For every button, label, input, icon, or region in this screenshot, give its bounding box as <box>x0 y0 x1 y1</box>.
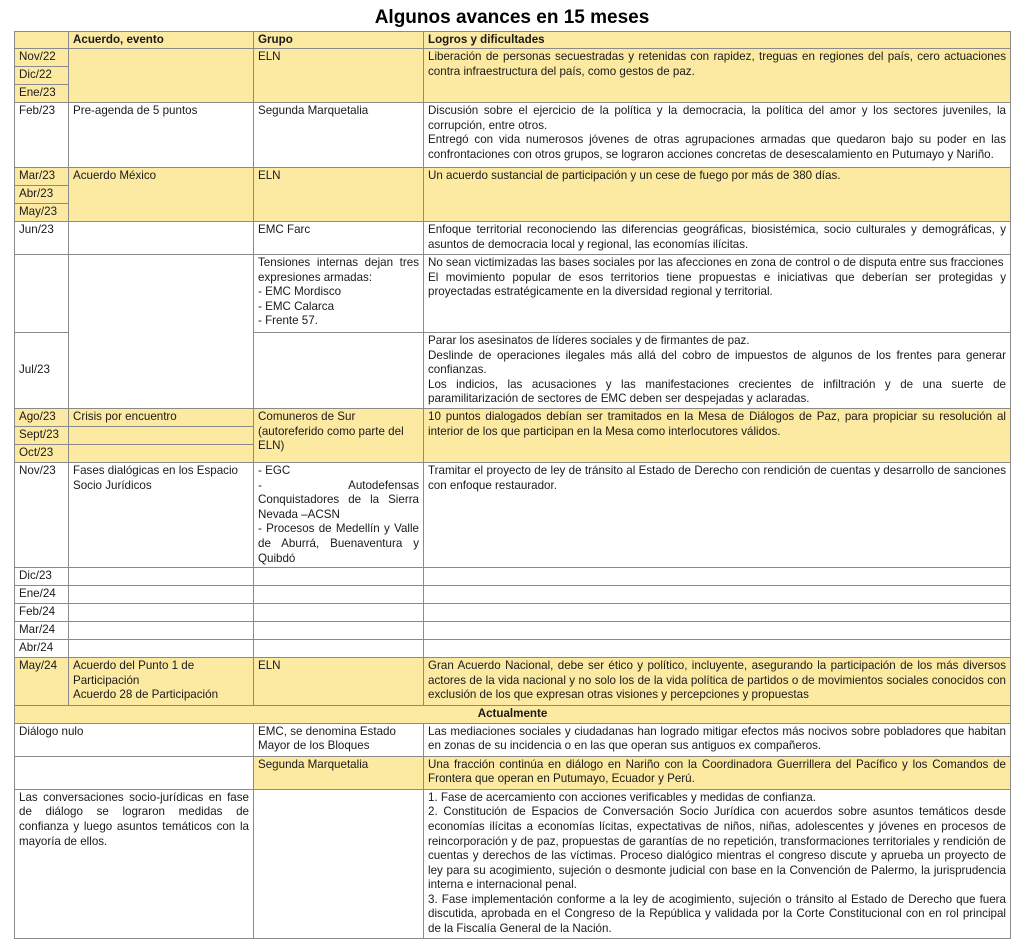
event-cell: Acuerdo del Punto 1 de Participación Acuerdo 28 de Participación <box>69 658 254 706</box>
event-cell <box>69 604 254 622</box>
achievement-cell <box>424 640 1011 658</box>
event-cell <box>69 586 254 604</box>
table-row <box>15 658 1011 706</box>
header-achievements: Logros y dificultades <box>424 32 1011 49</box>
date-cell: Oct/23 <box>15 444 69 462</box>
achievement-cell <box>424 586 1011 604</box>
achievement-cell <box>424 622 1011 640</box>
group-cell: Segunda Marquetalia <box>254 756 424 789</box>
achievement-cell: Discusión sobre el ejercicio de la política y la democracia, la política del amor y los sectores juveniles, la corrupción, entre otros. Entregó con vida numerosos jóvenes de otras agrupaciones armadas que quedaron bajo su poder en las confrontaciones con otros grupos, se lograron acciones concretas de desescalamiento en Putumayo y Nariño. <box>424 103 1011 168</box>
event-cell <box>69 426 254 444</box>
date-cell: Nov/23 <box>15 462 69 567</box>
table-row <box>15 408 1011 426</box>
event-cell <box>69 444 254 462</box>
event-cell: Acuerdo México <box>69 168 254 222</box>
group-cell <box>254 333 424 409</box>
event-cell <box>69 222 254 255</box>
date-cell: May/24 <box>15 658 69 706</box>
table-row <box>15 586 1011 604</box>
group-cell <box>254 604 424 622</box>
date-cell: Abr/24 <box>15 640 69 658</box>
group-cell: Tensiones internas dejan tres expresiones armadas: - EMC Mordisco - EMC Calarca - Frente 57. <box>254 255 424 333</box>
date-cell: Dic/22 <box>15 67 69 85</box>
advances-table <box>14 31 1011 939</box>
event-cell <box>69 255 254 409</box>
table-row <box>15 723 1011 756</box>
event-cell <box>69 49 254 103</box>
achievement-cell: Enfoque territorial reconociendo las diferencias geográficas, biosistémica, socio culturales y demográficas, y asuntos de democracia local y regional, las economías ilícitas. <box>424 222 1011 255</box>
date-cell: Ene/23 <box>15 85 69 103</box>
table-row <box>15 222 1011 255</box>
achievement-cell <box>424 604 1011 622</box>
date-cell: Ene/24 <box>15 586 69 604</box>
date-cell: Sept/23 <box>15 426 69 444</box>
group-cell: ELN <box>254 49 424 103</box>
table-row <box>15 622 1011 640</box>
group-cell: EMC Farc <box>254 222 424 255</box>
header-date <box>15 32 69 49</box>
table-row <box>15 640 1011 658</box>
date-cell <box>15 255 69 333</box>
achievement-cell: 10 puntos dialogados debían ser tramitados en la Mesa de Diálogos de Paz, para propiciar su resolución al interior de los que participan en la Mesa como interlocutores válidos. <box>424 408 1011 462</box>
achievement-cell: No sean victimizadas las bases sociales por las afecciones en zona de control o de disputa entre sus fracciones El movimiento popular de esos territorios tiene propuestas e iniciativas que deberían ser protegidas y proyectadas estratégicamente en la diversidad regional y territorial. <box>424 255 1011 333</box>
group-cell: ELN <box>254 168 424 222</box>
section-heading: Actualmente <box>15 706 1011 724</box>
achievement-cell: Tramitar el proyecto de ley de tránsito al Estado de Derecho con rendición de cuentas y desarrollo de sanciones con enfoque restaurador. <box>424 462 1011 567</box>
group-cell: ELN <box>254 658 424 706</box>
table-row <box>15 756 1011 789</box>
header-group: Grupo <box>254 32 424 49</box>
table-row <box>15 103 1011 168</box>
group-cell <box>254 568 424 586</box>
page-title: Algunos avances en 15 meses <box>374 7 650 28</box>
date-cell: Ago/23 <box>15 408 69 426</box>
achievement-cell: Las mediaciones sociales y ciudadanas han logrado mitigar efectos más nocivos sobre pobladores que habitan en zonas de su incidencia o en las que operan sus antiguos ex compañeros. <box>424 723 1011 756</box>
event-cell: Las conversaciones socio-jurídicas en fase de diálogo se lograron medidas de confianza y luego asuntos temáticos con la mayoría de ellos. <box>15 789 254 938</box>
group-cell: Comuneros de Sur (autoreferido como parte del ELN) <box>254 408 424 462</box>
event-cell: Pre-agenda de 5 puntos <box>69 103 254 168</box>
date-cell: Feb/24 <box>15 604 69 622</box>
achievement-cell: Parar los asesinatos de líderes sociales y de firmantes de paz. Deslinde de operaciones ilegales más allá del cobro de impuestos de algunos de los frentes para generar confianzas. Los indicios, las acusaciones y las manifestaciones crecientes de infiltración y de una suerte de paramilitarización de sectores de EMC deben ser despejadas y aclaradas. <box>424 333 1011 409</box>
date-cell: Mar/23 <box>15 168 69 186</box>
table-row <box>15 789 1011 938</box>
achievement-cell: 1. Fase de acercamiento con acciones verificables y medidas de confianza. 2. Constitución de Espacios de Conversación Socio Jurídica con acuerdos sobre asuntos temáticos desde economías ilícitas a economías lícitas, expectativas de niños, niñas, adolescentes y jóvenes en procesos de reincorporación y de paz, propuestas de garantías de no repetición, transformaciones territoriales y rendición de cuentas y derechos de las víctimas. Proceso dialógico mientras el congreso discute y aprueba un proyecto de ley para su acogimiento, sujeción o desmonte judicial con base en la Convención de Palermo, la jurisprudencia interna e internacional penal. 3. Fase implementación conforme a la ley de acogimiento, sujeción o tránsito al Estado de Derecho que fuera discutida, aprobada en el Congreso de la República y validada por la Corte Constitucional con en rol principal de la Fiscalía General de la Nación. <box>424 789 1011 938</box>
date-cell: Dic/23 <box>15 568 69 586</box>
date-cell: Jul/23 <box>15 333 69 409</box>
table-row <box>15 255 1011 333</box>
event-cell: Crisis por encuentro <box>69 408 254 426</box>
date-cell: Jun/23 <box>15 222 69 255</box>
group-cell <box>254 789 424 938</box>
date-cell: Mar/24 <box>15 622 69 640</box>
group-cell: EMC, se denomina Estado Mayor de los Bloques <box>254 723 424 756</box>
event-cell <box>69 622 254 640</box>
event-cell <box>15 756 254 789</box>
date-cell: Feb/23 <box>15 103 69 168</box>
table-row <box>15 604 1011 622</box>
achievement-cell <box>424 568 1011 586</box>
date-cell: Nov/22 <box>15 49 69 67</box>
group-cell <box>254 622 424 640</box>
header-event: Acuerdo, evento <box>69 32 254 49</box>
event-cell: Fases dialógicas en los Espacio Socio Jurídicos <box>69 462 254 567</box>
header-row <box>15 32 1011 49</box>
group-cell <box>254 640 424 658</box>
table-row <box>15 49 1011 67</box>
achievement-cell: Una fracción continúa en diálogo en Nariño con la Coordinadora Guerrillera del Pacífico y los Comandos de Frontera que operan en Putumayo, Ecuador y Perú. <box>424 756 1011 789</box>
section-row <box>15 706 1011 724</box>
achievement-cell: Gran Acuerdo Nacional, debe ser ético y político, incluyente, asegurando la participación de los más diversos actores de la vida nacional y no solo los de la vida política de partidos o de movimientos sociales conocidos con exclusión de los que expresan otras visiones y percepciones y propuestas <box>424 658 1011 706</box>
group-cell <box>254 586 424 604</box>
table-row <box>15 568 1011 586</box>
table-row <box>15 462 1011 567</box>
event-cell <box>69 640 254 658</box>
group-cell: - EGC - Autodefensas Conquistadores de la Sierra Nevada –ACSN - Procesos de Medellín y Valle de Aburrá, Buenaventura y Quibdó <box>254 462 424 567</box>
table-row <box>15 168 1011 186</box>
date-cell: Abr/23 <box>15 186 69 204</box>
date-cell: May/23 <box>15 204 69 222</box>
achievement-cell: Un acuerdo sustancial de participación y un cese de fuego por más de 380 días. <box>424 168 1011 222</box>
achievement-cell: Liberación de personas secuestradas y retenidas con rapidez, treguas en regiones del país, cero actuaciones contra infraestructura del país, como gestos de paz. <box>424 49 1011 103</box>
group-cell: Segunda Marquetalia <box>254 103 424 168</box>
event-cell: Diálogo nulo <box>15 723 254 756</box>
event-cell <box>69 568 254 586</box>
